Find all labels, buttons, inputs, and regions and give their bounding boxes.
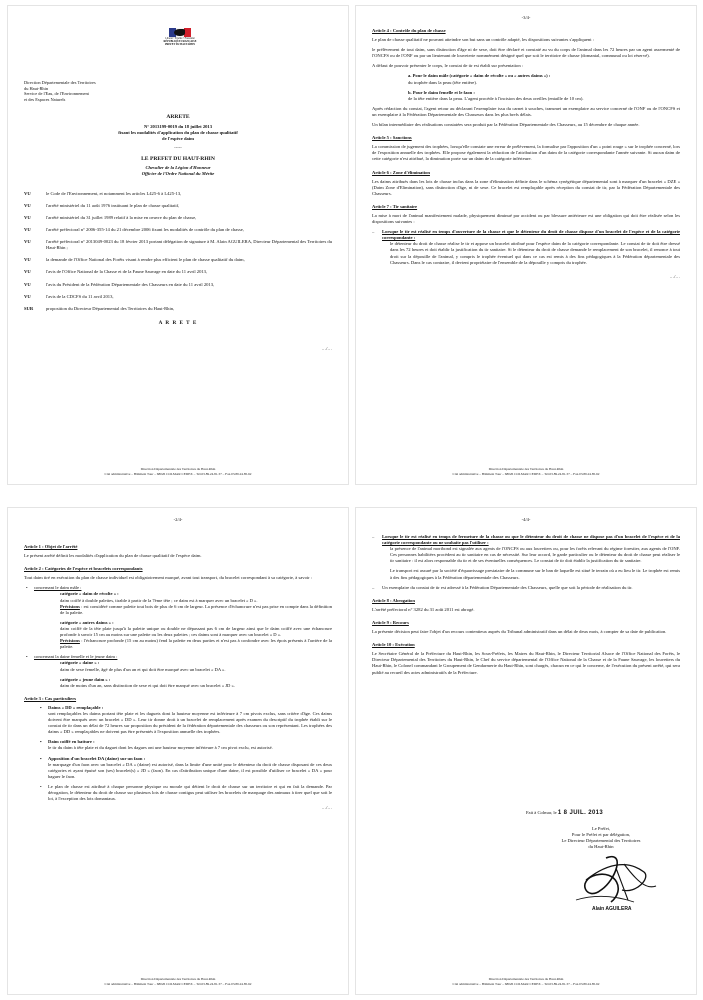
page-footer (22, 977, 334, 986)
footer-line-1: Direction Départementale des Territoires du Haut-Rhin (488, 977, 564, 982)
article-2-title: Article 2 : Catégories de l'espèce et bracelets correspondants (24, 566, 143, 572)
visa-text: proposition du Directeur Départemental des Territoires du Haut-Rhin, (46, 305, 175, 311)
page-footer (22, 467, 334, 476)
dir-line: Service de l'Eau, de l'Environnement (24, 91, 89, 97)
page-number: -3/4- (521, 15, 531, 20)
visa-text: l'arrêté préfectoral n° 2013049-0023 du 18 février 2013 portant délégation de signature à M. Alain AGUILERA, Directeur Départemental des Territoires du Haut-Rhin ; (46, 239, 332, 251)
footer-line-2: Cité administrative – Bâtiment Tour – 68026 COLMAR CEDEX – Tél.03.89.24.81.37 – Fax.03.89.24.85.62 (104, 471, 252, 476)
case-batture: • Daim coiffé en batture : (38, 739, 332, 745)
category-daine-text: daim de sexe femelle, âgé de plus d'un an et qui doit être marqué avec un bracelet « DA ». (60, 666, 226, 672)
article-9-text: La présente décision peut faire l'objet d'un recours contentieux auprès du Tribunal administratif dans un délai de deux mois, à compter de sa date de publication. (372, 629, 667, 635)
visa-item (24, 257, 332, 263)
visa-keyword: VU (24, 293, 31, 299)
case-lots-contigus: • Le plan de chasse est attribué à chaque personne physique ou morale qui détient le droit de chasse sur un territoire et qui en fait la demande. Par dérogation, le détenteur du droit de chasse sur plusieurs lots de chasse contigus peut utiliser les bracelets de marquage des animaux à tirer quel que soit le lot, à l'exception des lots domaniaux. (38, 784, 332, 802)
visa-item (24, 215, 332, 221)
marianne-logo (160, 28, 200, 47)
article-7-case-open: Lorsque le tir est réalisé en temps d'ouverture de la chasse et que le détenteur du droit de chasse dispose d'un bracelet de l'espèce et de la catégorie correspondante : (382, 229, 680, 241)
page-footer (370, 467, 682, 476)
visa-item (24, 239, 332, 251)
dir-line: Direction Départementale des Territoires (24, 80, 96, 85)
article-4-case-b-text: de la tête entière dans la peau. L'agent procède à l'incision des deux oreilles (entaille de 10 cm). (408, 95, 584, 101)
arrete-decree: A R R E T E (158, 319, 198, 326)
visa-item (24, 227, 332, 233)
prefet-honor-2: Officier de l'Ordre National du Mérite (141, 170, 215, 176)
category-autres-text: daim coiffé de la tête plate jusqu'à la palette unique ou double ne dépassant pas 6 cm de largeur ainsi que le daim coiffé avec une échancrure profonde à savoir 15 cm au moins sur une palette ou les deux palettes ; ces daims sont à marquer avec un bracelet « D ». (60, 625, 332, 638)
category-recolte-text: daim coiffé à double palettes, tirable à partir de la 7ème tête ; ce daim est à marquer avec un bracelet « D ». (60, 597, 258, 603)
logo-republic: RÉPUBLIQUE FRANÇAISE (163, 40, 197, 44)
arrete-number: N° 2013199-0019 du 18 juillet 2013 (143, 124, 213, 130)
article-7-case-open-text: le détenteur du droit de chasse réalise le tir et appose un bracelet attribué pour l'espèce daim de la catégorie correspondante. Le constat de tir doit être dressé dans les 72 heures et doit établir la justification du tir sanitaire. Si le détenteur du droit de chasse demande le remplacement de son bracelet, il renonce à tout droit sur la dépouille de l'animal, y compris le trophée éventuel qui dans ce cas est remis à des fins pédagogiques à la Fédération départementale des Chasseurs. Dans le cas contraire, il devient propriétaire de l'ensemble de la dépouille y compris du trophée. (390, 241, 680, 265)
footer-line-1: Direction Départementale des Territoires du Haut-Rhin (140, 977, 216, 982)
article-10-title: Article 10 : Exécution (372, 642, 415, 648)
page-footer (370, 977, 682, 986)
article-7-copy: Un exemplaire du constat de tir est adressé à la Fédération Départementale des Chasseurs, quelle que soit la période de réalisation du tir. (382, 584, 633, 590)
visa-text: l'arrêté ministériel du 31 juillet 1989 relatif à la mise en oeuvre du plan de chasse, (46, 214, 197, 220)
case-dd: • Daims « DD » remplaçable : (38, 705, 332, 711)
page-1 (8, 6, 348, 484)
category-autres: catégorie « autres daims » : (60, 619, 114, 625)
precisions-label: Précisions (60, 603, 80, 609)
article-4-intro: Le plan de chasse qualitatif ne pouvant atteindre son but sans un contrôle adapté, les dispositions suivantes s'appliquent : (372, 37, 594, 43)
visa-keyword: VU (24, 257, 31, 263)
article-8-title: Article 8 : Abrogation (372, 597, 415, 603)
article-6-title: Article 6 : Zone d'élimination (372, 169, 430, 175)
visa-item (24, 294, 332, 300)
visa-item (24, 282, 332, 288)
signature-place-date (526, 810, 686, 816)
category-daine: catégorie « daine » : (60, 660, 100, 666)
prefet-honor-1: Chevalier de la Légion d'Honneur (145, 164, 211, 170)
date-stamp: 1 8 JUIL. 2013 (557, 810, 604, 816)
prefet-title: LE PREFET DU HAUT-RHIN (141, 156, 215, 163)
arrete-object-1: fixant les modalités d'application du plan de chasse qualitatif (118, 130, 238, 136)
article-2-intro: Tout daim tiré en exécution du plan de chasse individuel est obligatoirement marqué, avant tout transport, du bracelet correspondant à sa catégorie, à savoir : (24, 575, 313, 581)
case-da-faon: • Apposition d'un bracelet DA (daine) sur un faon : (38, 756, 332, 762)
signature-delegation: Pour le Préfet et par délégation, (571, 832, 631, 837)
footer-line-1: Direction Départementale des Territoires du Haut-Rhin (140, 467, 216, 472)
visas-list (24, 191, 332, 312)
article-7-title: Article 7 : Tir sanitaire (372, 203, 418, 209)
article-3-title: Article 3 : Cas particuliers (24, 695, 77, 701)
article-10-text: Le Secrétaire Général de la Préfecture du Haut-Rhin, les Sous-Préfets, les Maires du Haut-Rhin, le Directeur Territorial Alsace de l'Office National des Forêts, le Directeur Départemental des Territoires du Haut-Rhin, le Chef du service départemental de l'Office National de la Chasse et de la Faune Sauvage, les louvetiers du Haut-Rhin, le Colonel commandant le Groupement de Gendarmerie du Haut-Rhin, sont chargés, chacun en ce qui le concerne, de l'exécution du présent arrêté, qui sera publié au recueil des actes administratifs de la Préfecture. (372, 651, 680, 675)
precisions-text: : l'échancrure profonde (15 cm au moins) fend la palette en deux parties et n'est pas à confondre avec les épois présents à l'arrière de la palette. (60, 638, 332, 650)
category-recolte: catégorie « daim de récolte » : (60, 591, 119, 597)
article-1-title: Article 1 : Objet de l'arrêté (24, 544, 78, 549)
page-2 (8, 508, 348, 994)
signature-department: du Haut-Rhin (588, 844, 614, 849)
article-4-transmission: Après rédaction du constat, l'agent retour au déclarant l'exemplaire issu du carnet à souches, transmet un exemplaire au service concerné de l'ONF ou de l'ONCFS et un exemplaire à la Fédération Départementale des Chasseurs dans les plus brefs délais. (372, 105, 680, 117)
case-dd-text: sont remplaçables les daims portant tête plate et les daguets dont la hauteur moyenne est inférieure à 7 cm pivots exclus, sans critère d'âge. Ces daims doivent être marqués avec un bracelet « DD ». Leur tir donne droit à un bracelet de remplacement après examen du descriptif du trophée établi sur le constat de tir dans un délai de 72 heures sur proposition du président de la fédération départementale des chasseurs ou son représentant. Les trophées des daims « DD » remplaçables ne doivent pas être présentés à l'exposition annuelle des trophées. (48, 710, 332, 735)
separator-dashes: ----- (174, 145, 182, 151)
handwritten-signature-icon (556, 850, 666, 908)
article-4-rule: le prélèvement de tout daim, sans distinction d'âge ni de sexe, doit être déclaré et constaté au vu du corps de l'animal dans les 72 heures par un agent assermenté de l'ONCFS ou de l'ONF ou par un lieutenant de louveterie nommément désigné quel que soit le territoire de chasse (domanial, communal ou lot réservé). (372, 47, 680, 59)
precisions-text: : est considéré comme palette tout bois de plus de 6 cm de largeur. La présence d'échancrure n'est pas prise en compte dans la définition de la palette. (60, 603, 332, 615)
page-3: -3/4- Article 4 : Contrôle du plan de chasse Le plan de chasse qualitatif ne pouvant atteindre son but sans un contrôle adapté, les dispositions suivantes s'appliquent : le prélèvement de tout daim, sans distinction d'âge ni de sexe, doit être déclaré et constaté au vu du corps de l'animal dans les 72 heures par un agent assermenté de l'ONCFS ou de l'ONF ou par un lieutenant de louveterie nommément désigné quel que soit le territoire de chasse (domanial, communal ou lot réservé). A défaut de pouvoir présenter le corps, le constat de tir est établi sur présentation : a. Pour le daim mâle (catégorie « daim de récolte » ou « autres daims ») : du trophée dans la peau (tête entière). b. Pour le daim femelle et le faon : de la tête entière dans la peau. L'agent procède à l'incision des deux oreilles (entaille de 10 cm). Après rédaction du constat, l'agent retour au déclarant l'exemplaire issu du carnet à souches, transmet un exemplaire au service concerné de l'ONF ou de l'ONCFS et un exemplaire à la Fédération Départementale des Chasseurs dans les plus brefs délais. Un bilan intermédiaire des réalisations constatées sera produit par la Fédération Départementale des Chasseurs, au 15 décembre de chaque année. Article 5 : Sanctions La commission de jugement des trophées, lorsqu'elle constate une erreur de prélèvement, la formalise par l'apposition d'un « point rouge » sur le trophée concerné, lors de l'exposition annuelle des trophées. Elle propose également la réduction de l'attribution d'un daim de la catégorie correspondante l'année suivante. Si aucun daim de cette catégorie n'est attribué, la diminution porte sur un daim de la catégorie inférieure. Article 6 : Zone d'élimination Les daims attribués dans les lots de chasse inclus dans la zone d'élimination définie dans le schéma cynégétique départemental sont à marquer d'un bracelet « DZE » (Daim Zone d'Elimination), sans distinction d'âge, ni de sexe. Ce bracelet est remplaçable après réception du constat de tir, par la Fédération Départementale des Chasseurs. Article 7 : Tir sanitaire La mise à mort de l'animal manifestement malade, physiquement diminué par accident ou par blessure antérieure est une obligation qui doit être réalisée selon les dispositions suivantes : – Lorsque le tir est réalisé en temps d'ouverture de la chasse et que le détenteur du droit de chasse dispose d'un bracelet de l'espèce et de la catégorie correspondante : le détenteur du droit de chasse réalise le tir et appose un bracelet attribué pour l'espèce daim de la catégorie correspondante. Le constat de tir doit être dressé dans les 72 heures et doit établir la justification du tir sanitaire. Si le détenteur du droit de chasse demande le remplacement de son bracelet, il renonce à tout droit sur la dépouille de l'animal, y compris le trophée éventuel qui dans ce cas est remis à des fins pédagogiques à la Fédération départementale des Chasseurs. Dans le cas contraire, il devient propriétaire de l'ensemble de la dépouille y compris du trophée. …/… Direction Départementale des Territoires du Haut-Rhin Cité administrative – Bâtiment Tour – 68026 COLMAR CEDEX – Tél.03.89.24.81.37 – Fax.03.89.24.85.62 (356, 6, 696, 484)
page-number: -4/4- (521, 517, 531, 522)
dir-line: du Haut-Rhin (24, 85, 49, 91)
article-4-default: A défaut de pouvoir présenter le corps, le constat de tir est établi sur présentation : (372, 63, 524, 69)
arrete-heading: ARRETE (166, 114, 190, 120)
case-da-faon-text: le marquage d'un faon avec un bracelet « DA » (daine) est autorisé, dans la limite d'une unité pour le détenteur du droit de chasse disposant de ces deux catégories et ayant épuisé son (ses) bracelet(s) « JD » (faon). En cas d'attribution unique d'une daine, il est possible d'utiliser ce bracelet « DA » pour baguer le faon. (48, 761, 332, 779)
article-7-case-closed-text: la présence de l'animal moribond est signalée aux agents de l'ONCFS ou aux louvetiers ou, pour les forêts relevant du régime forestier, aux agents de l'ONF. Ces personnes habilitées procèdent au tir sanitaire en cas de nécessité. Sur leur accord, le garde particulier ou le détenteur du droit de chasse peut réaliser le tir sanitaire : il est alors responsable du tir et de ses éventuelles conséquences. Le constat de tir doit établir la justification du tir sanitaire. (390, 546, 680, 564)
visa-keyword: VU (24, 214, 31, 220)
arrete-object-2: de l'espèce daim (162, 136, 194, 142)
visa-keyword: VU (24, 190, 31, 196)
visa-item (24, 306, 332, 312)
signatory-name: Alain AGUILERA (592, 906, 632, 912)
article-4-title: Article 4 : Contrôle du plan de chasse (372, 28, 446, 33)
footer-line-1: Direction Départementale des Territoires du Haut-Rhin (488, 467, 564, 472)
category-jeune-text: daim de moins d'un an, sans distinction de sexe et qui doit être marqué avec un bracelet « JD ». (60, 682, 235, 688)
page-4: -4/4- – Lorsque le tir est réalisé en temps de fermeture de la chasse ou que le détenteur du droit de chasse ne dispose pas d'un bracelet de l'espèce et de la catégorie correspondante ou ne souhaite pas l'utiliser : la présence de l'animal moribond est signalée aux agents de l'ONCFS ou aux louvetiers ou, pour les forêts relevant du régime forestier, aux agents de l'ONF. Ces personnes habilitées procèdent au tir sanitaire en cas de nécessité. Sur leur accord, le garde particulier ou le détenteur du droit de chasse peut réaliser le tir sanitaire : il est alors responsable du tir et de ses éventuelles conséquences. Le constat de tir doit établir la justification du tir sanitaire. Le transport est assuré par la société d'équarrissage prestataire de la commune sur le ban de laquelle est situé le terrain où a eu lieu le tir. Le trophée est remis à des fins pédagogiques à la Fédération départementale des Chasseurs. – Un exemplaire du constat de tir est adressé à la Fédération Départementale des Chasseurs, quelle que soit la période de réalisation du tir. Article 8 : Abrogation L'arrêté préfectoral n° 3282 du 31 août 2011 est abrogé. Article 9 : Recours La présente décision peut faire l'objet d'un recours contentieux auprès du Tribunal administratif dans un délai de deux mois, à compter de sa date de publication. Article 10 : Exécution Le Secrétaire Général de la Préfecture du Haut-Rhin, les Sous-Préfets, les Maires du Haut-Rhin, le Directeur Territorial Alsace de l'Office National des Forêts, le Directeur Départemental des Territoires du Haut-Rhin, le Chef du service départemental de l'Office National de la Chasse et de la Faune Sauvage, les louvetiers du Haut-Rhin, le Colonel commandant le Groupement de Gendarmerie du Haut-Rhin, sont chargés, chacun en ce qui le concerne, de l'exécution du présent arrêté, qui sera publié au recueil des actes administratifs de la Préfecture. Fait à Colmar, le 1 8 JUIL. 2013 Le Préfet, Pour le Préfet et par délégation, Le Directeur Départemental des Territoires du Haut-Rhin Alain AGUILERA Direction Départementale des Territoires du Haut-Rhin Cité administrative – Bâtiment Tour – 68026 COLMAR CEDEX – Tél.03.89.24.81.37 – Fax.03.89.24.85.62 (356, 508, 696, 994)
signature-block (546, 826, 656, 850)
visa-keyword: VU (24, 281, 31, 287)
visa-text: le Code de l'Environnement, et notamment les articles L425-6 à L425-13, (46, 190, 182, 196)
precisions-label: Précisions (60, 638, 80, 644)
article-4-case-a: a. Pour le daim mâle (catégorie « daim de récolte » ou « autres daims ») : (408, 73, 551, 79)
visa-keyword: VU (24, 269, 31, 275)
article-4-case-a-text: du trophée dans la peau (tête entière). (408, 79, 478, 85)
logo-prefet: PREFET DU HAUT-RHIN (164, 43, 196, 47)
footer-line-2: Cité administrative – Bâtiment Tour – 68026 COLMAR CEDEX – Tél.03.89.24.81.37 – Fax.03.89.24.85.62 (452, 981, 600, 986)
visa-keyword: VU (24, 202, 31, 208)
article-2-bullet-female: • concernant la daine femelle et le jeune daim : (24, 654, 332, 660)
article-4-case-b: b. Pour le daim femelle et le faon : (408, 89, 475, 95)
article-7-transport-text: Le transport est assuré par la société d'équarrissage prestataire de la commune sur le ban de laquelle est situé le terrain où a eu lieu le tir. Le trophée est remis à des fins pédagogiques à la Fédération départementale des Chasseurs. (390, 568, 680, 580)
signature-director: Le Directeur Départemental des Territoires (561, 838, 641, 843)
article-1-text: Le présent arrêté définit les modalités d'application du plan de chasse qualitatif de l'espèce daim. (24, 553, 202, 559)
visa-text: l'avis du Président de la Fédération Départementale des Chasseurs en date du 11 avril 2013, (46, 281, 215, 287)
visa-text: l'arrêté ministériel du 11 août 1976 instituant le plan de chasse qualitatif, (46, 202, 180, 208)
article-4-bilan: Un bilan intermédiaire des réalisations constatées sera produit par la Fédération Départementale des Chasseurs, au 15 décembre de chaque année. (372, 122, 640, 128)
visa-keyword: VU (24, 227, 31, 233)
article-8-text: L'arrêté préfectoral n° 3282 du 31 août 2011 est abrogé. (372, 606, 475, 612)
article-9-title: Article 9 : Recours (372, 619, 409, 625)
visa-text: l'arrêté préfectoral n° 2006-355-14 du 21 décembre 2006 fixant les modalités de contrôle du plan de chasse, (46, 227, 244, 233)
visa-text: l'avis de l'Office National de la Chasse et de la Faune Sauvage en date du 11 avril 2013, (46, 269, 208, 275)
marianne-emblem-icon (169, 28, 191, 37)
issuing-service (24, 80, 144, 102)
visa-item (24, 269, 332, 275)
signature-prefet: Le Préfet, (591, 826, 611, 831)
article-7-case-closed: Lorsque le tir est réalisé en temps de fermeture de la chasse ou que le détenteur du droit de chasse ne dispose pas d'un bracelet de l'espèce et de la catégorie correspondante ou ne souhaite pas l'utiliser : (382, 534, 680, 546)
visa-item (24, 203, 332, 209)
category-jeune: catégorie « jeune daim » : (60, 676, 111, 682)
visa-item (24, 191, 332, 197)
article-7-text: La mise à mort de l'animal manifestement malade, physiquement diminué par accident ou par blessure antérieure est une obligation qui doit être réalisée selon les dispositions suivantes : (372, 212, 680, 225)
article-2-bullet-male: • concernant le daim mâle : (24, 585, 332, 591)
dir-line: et des Espaces Naturels (24, 96, 66, 102)
page-number: -2/4- (173, 517, 183, 522)
place-label: Fait à Colmar, le (526, 810, 557, 815)
article-5-text: La commission de jugement des trophées, lorsqu'elle constate une erreur de prélèvement, la formalise par l'apposition d'un « point rouge » sur le trophée concerné, lors de l'exposition annuelle des trophées. Elle propose également la réduction de l'attribution d'un daim de la catégorie correspondante l'année suivante. Si aucun daim de cette catégorie n'est attribué, la diminution porte sur un daim de la catégorie inférieure. (372, 144, 680, 162)
case-batture-text: le tir du daim à tête plate et du daguet dont les dagues ont une hauteur moyenne inférieure à 7 cm pivot exclu, est autorisé. (48, 745, 273, 751)
visa-keyword: SUR (24, 305, 34, 311)
footer-line-2: Cité administrative – Bâtiment Tour – 68026 COLMAR CEDEX – Tél.03.89.24.81.37 – Fax.03.89.24.85.62 (104, 981, 252, 986)
visa-keyword: VU (24, 239, 31, 245)
article-5-title: Article 5 : Sanctions (372, 135, 412, 141)
logo-motto: Liberté • Égalité • Fraternité (165, 37, 195, 40)
continued-mark: …/… (321, 805, 332, 811)
continued-mark: …/… (669, 273, 680, 279)
visa-text: l'avis de la CDCFS du 11 avril 2013, (46, 293, 114, 299)
article-6-text: Les daims attribués dans les lots de chasse inclus dans la zone d'élimination définie dans le schéma cynégétique départemental sont à marquer d'un bracelet « DZE » (Daim Zone d'Elimination), sans distinction d'âge, ni de sexe. Ce bracelet est remplaçable après réception du constat de tir, par la Fédération Départementale des Chasseurs. (372, 178, 680, 196)
continued-mark: …/… (321, 345, 332, 351)
visa-text: la demande de l'Office National des Forêts visant à rendre plus efficient le plan de chasse qualitatif du daim, (46, 257, 245, 263)
footer-line-2: Cité administrative – Bâtiment Tour – 68026 COLMAR CEDEX – Tél.03.89.24.81.37 – Fax.03.89.24.85.62 (452, 471, 600, 476)
